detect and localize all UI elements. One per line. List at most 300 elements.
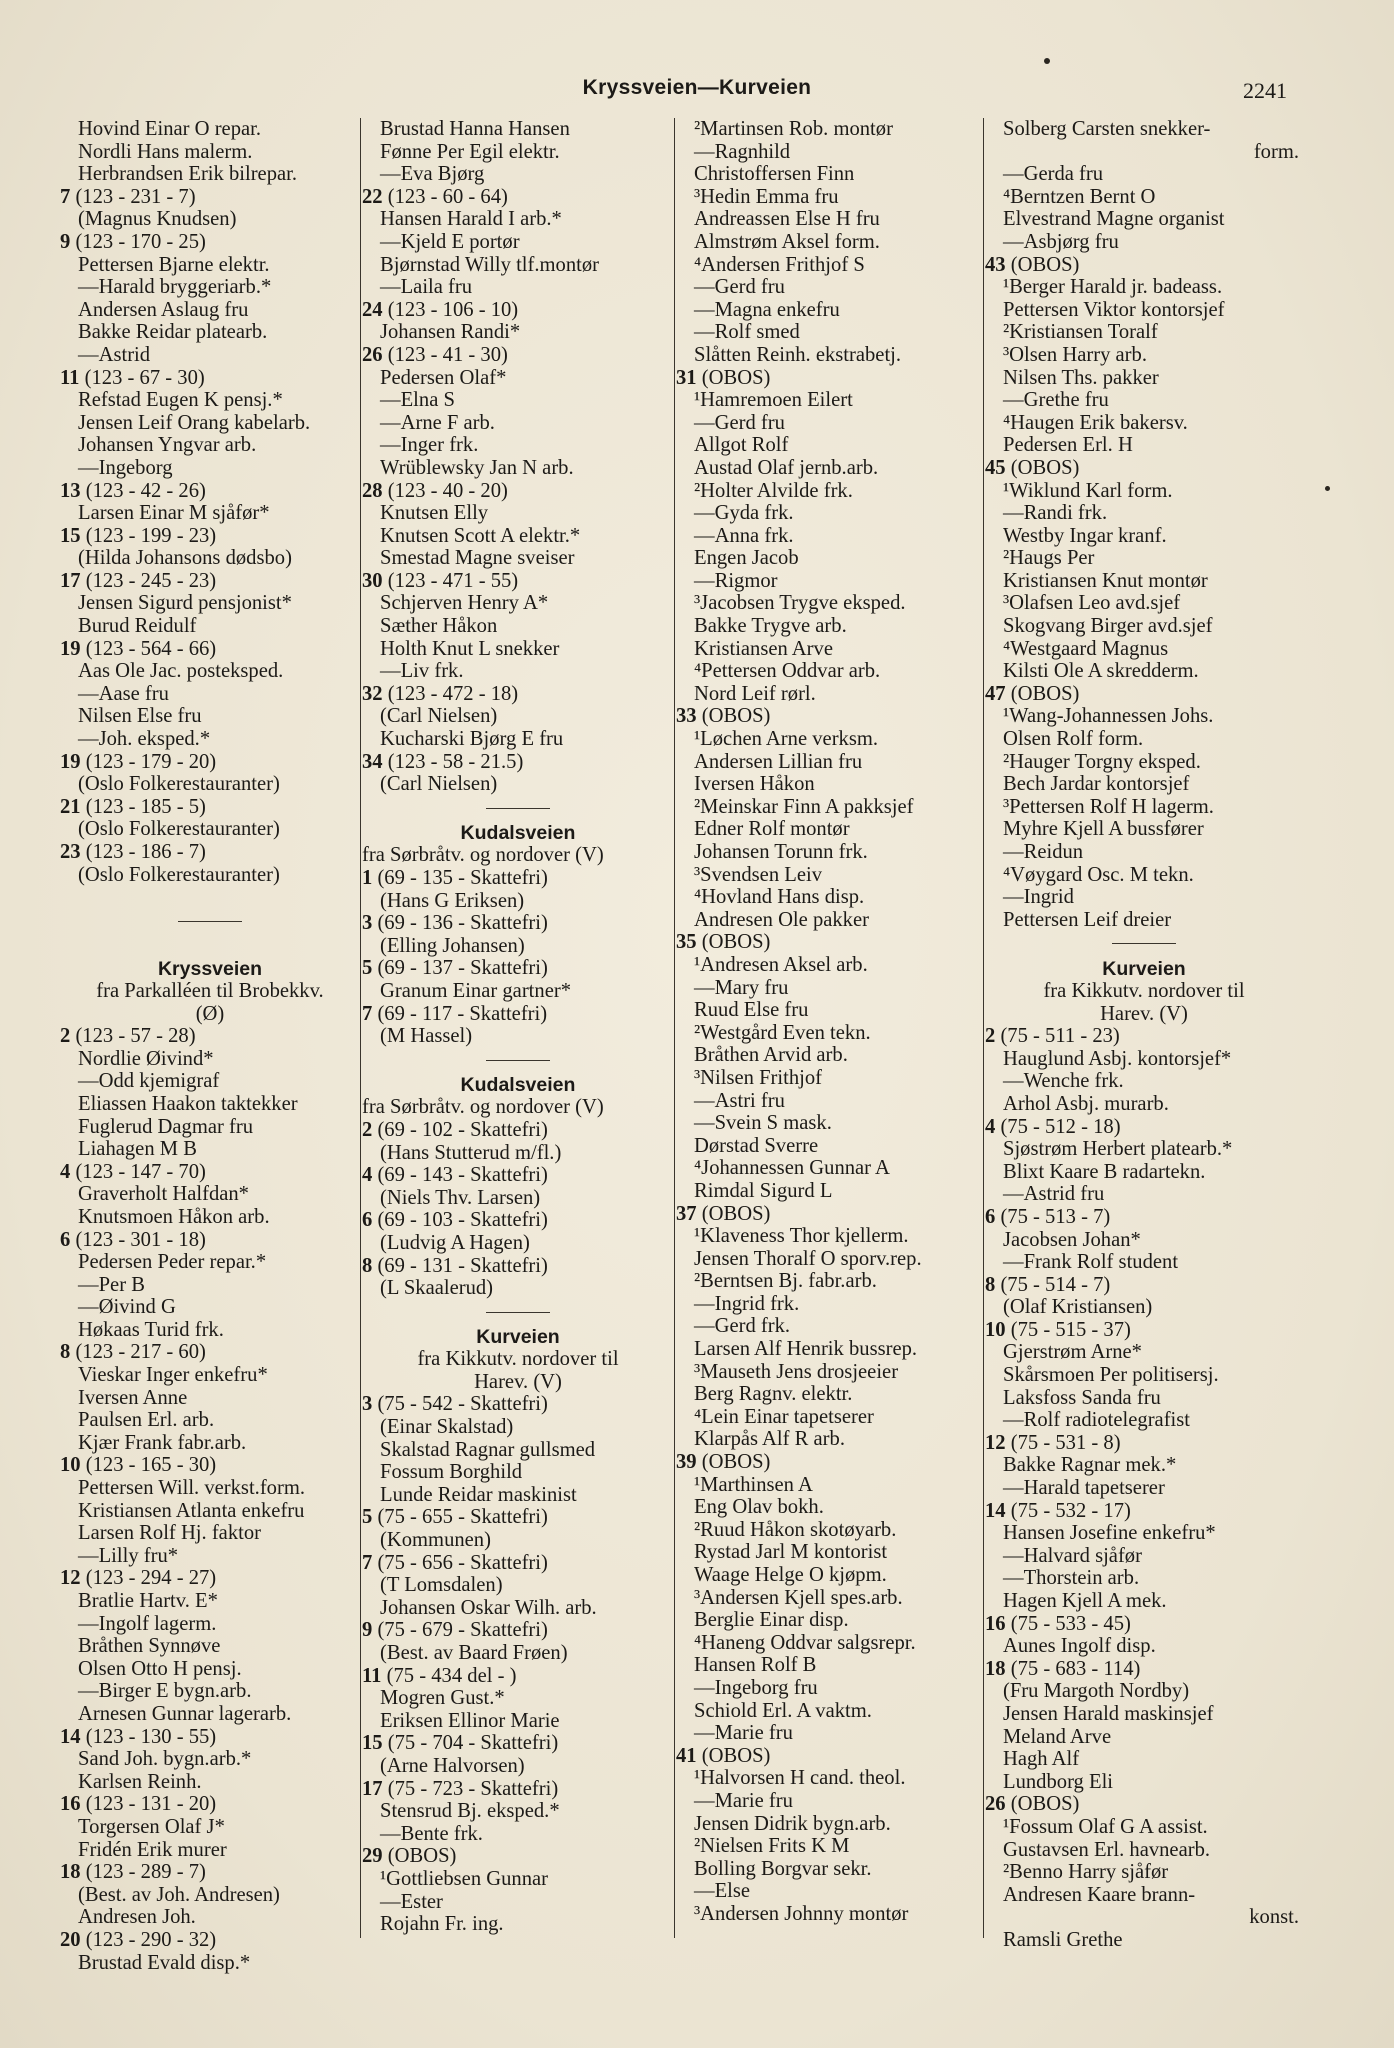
resident-entry: ³Nilsen Frithjof [694, 1066, 823, 1089]
property-ref: (123 - 471 - 55) [387, 569, 519, 592]
resident-entry: Larsen Rolf Hj. faktor [78, 1522, 262, 1545]
resident-entry: —Odd kjemigraf [78, 1070, 220, 1093]
spacer [60, 931, 360, 954]
resident-entry: Skogvang Birger avd.sjef [1003, 615, 1213, 638]
property-ref: (OBOS) [1010, 456, 1080, 479]
resident-entry: Rojahn Fr. ing. [380, 1913, 504, 1936]
house-entry [362, 344, 674, 367]
resident-entry: (Kommunen) [380, 1529, 491, 1552]
resident-entry: ⁴Lein Einar tapetserer [694, 1405, 874, 1428]
house-number: 47 [985, 682, 1006, 705]
resident-entry: Kristiansen Knut montør [1003, 569, 1208, 592]
property-ref: (OBOS) [701, 931, 771, 954]
resident-entry: Hagen Kjell A mek. [1003, 1590, 1167, 1612]
resident-entry: Pedersen Erl. H [1003, 434, 1133, 457]
house-number: 19 [60, 750, 81, 773]
resident-entry: Nordli Hans malerm. [78, 140, 253, 163]
property-ref: (75 - 512 - 18) [1000, 1115, 1121, 1138]
resident-entry: Hansen Josefine enkefru* [1003, 1522, 1216, 1545]
house-number: 29 [362, 1845, 383, 1868]
resident-entry: Klarpås Alf R arb. [694, 1428, 845, 1451]
resident-entry: —Asbjørg fru [1003, 230, 1119, 253]
house-number: 21 [60, 795, 81, 818]
resident-entry: ³Svendsen Leiv [694, 863, 822, 886]
resident-entry: (Best. av Joh. Andresen) [78, 1883, 280, 1906]
resident-entry: Andresen Joh. [78, 1906, 196, 1929]
street-heading: Kurveien [476, 1326, 560, 1349]
resident-entry: Johansen Yngvar arb. [78, 434, 257, 457]
section-divider [362, 796, 674, 819]
column-divider [674, 118, 675, 1938]
resident-entry: ¹Wiklund Karl form. [1003, 479, 1173, 502]
resident-entry: Skårsmoen Per politisersj. [1003, 1364, 1219, 1387]
property-ref: (69 - 135 - Skattefri) [377, 867, 548, 889]
property-ref: (123 - 290 - 32) [85, 1928, 217, 1951]
resident-entry: Gjerstrøm Arne* [1003, 1341, 1142, 1364]
resident-entry: Nord Leif rørl. [694, 682, 816, 705]
house-entry [985, 1319, 1303, 1342]
house-entry [362, 186, 674, 209]
house-number: 8 [60, 1341, 71, 1364]
resident-entry: Jensen Didrik bygn.arb. [694, 1812, 891, 1835]
property-ref: (69 - 136 - Skattefri) [377, 912, 548, 935]
resident-entry: —Gyda frk. [694, 502, 794, 525]
resident-entry: Pettersen Will. verkst.form. [78, 1477, 305, 1500]
resident-entry: Bakke Reidar platearb. [78, 321, 268, 344]
house-entry [362, 1778, 674, 1801]
house-entry [60, 1929, 360, 1952]
house-entry [676, 367, 984, 390]
house-entry [362, 1255, 674, 1278]
resident-entry: —Birger E bygn.arb. [78, 1680, 252, 1703]
property-ref: (75 - 679 - Skattefri) [377, 1619, 548, 1642]
section-divider [985, 931, 1303, 954]
property-ref: (69 - 131 - Skattefri) [377, 1254, 548, 1277]
resident-entry: —Elna S [380, 389, 455, 412]
house-number: 6 [985, 1205, 996, 1228]
house-number: 1 [362, 867, 373, 889]
resident-entry: —Rigmor [694, 569, 778, 592]
house-number: 4 [985, 1115, 996, 1138]
house-number: 37 [676, 1202, 697, 1225]
house-number: 4 [60, 1160, 71, 1183]
section-divider [60, 909, 360, 932]
resident-entry: (Arne Halvorsen) [380, 1754, 525, 1777]
resident-entry: —Eva Bjørg [380, 163, 485, 186]
house-entry [985, 1274, 1303, 1297]
resident-entry: ⁴Haugen Erik bakersv. [1003, 411, 1188, 434]
resident-entry: ¹Andresen Aksel arb. [694, 953, 868, 976]
resident-entry: ²Haugs Per [1003, 547, 1095, 570]
property-ref: (123 - 106 - 10) [387, 298, 519, 321]
house-number: 10 [985, 1318, 1006, 1341]
resident-entry: Kjær Frank fabr.arb. [78, 1431, 247, 1454]
house-entry [60, 796, 360, 819]
resident-entry: Knutsmoen Håkon arb. [78, 1205, 270, 1228]
resident-entry: Hagh Alf [1003, 1748, 1080, 1771]
street-heading: Kryssveien [157, 957, 263, 980]
resident-entry: —Harald tapetserer [1003, 1477, 1165, 1500]
resident-entry: —Laila fru [380, 276, 473, 299]
resident-entry: Andersen Lillian fru [694, 750, 863, 773]
street-heading: Kudalsveien [460, 1074, 576, 1097]
resident-entry: Smestad Magne sveiser [380, 547, 575, 570]
resident-entry: Hansen Rolf B [694, 1654, 817, 1677]
house-number: 45 [985, 456, 1006, 479]
resident-entry: —Mary fru [694, 976, 789, 999]
resident-entry: konst. [1249, 1906, 1299, 1929]
resident-entry: ⁴Haneng Oddvar salgsrepr. [694, 1631, 916, 1654]
resident-entry: (M Hassel) [380, 1025, 473, 1048]
property-ref: (123 - 147 - 70) [75, 1160, 206, 1183]
house-number: 39 [676, 1451, 697, 1474]
house-entry [60, 1025, 360, 1048]
house-entry [985, 1206, 1303, 1229]
resident-entry: (Magnus Knudsen) [78, 208, 237, 231]
property-ref: (75 - 515 - 37) [1010, 1318, 1131, 1341]
property-ref: (OBOS) [1010, 682, 1080, 705]
resident-entry: ³Mauseth Jens drosjeeier [694, 1360, 899, 1383]
resident-entry: Bech Jardar kontorsjef [1003, 773, 1190, 796]
house-entry [60, 1161, 360, 1184]
resident-entry: ¹Berger Harald jr. badeass. [1003, 276, 1223, 299]
property-ref: (75 - 655 - Skattefri) [377, 1506, 548, 1529]
resident-entry: Pettersen Leif dreier [1003, 908, 1172, 931]
house-entry [362, 867, 674, 890]
resident-entry: Bolling Borgvar sekr. [694, 1857, 872, 1880]
street-route: fra Parkalléen til Brobekkv. [96, 979, 324, 1002]
house-entry [60, 638, 360, 661]
page-number: 2241 [1243, 78, 1287, 103]
house-entry [362, 912, 674, 935]
resident-entry: Nordlie Øivind* [78, 1047, 214, 1070]
property-ref: (123 - 42 - 26) [85, 479, 206, 502]
property-ref: (OBOS) [701, 366, 771, 389]
resident-entry: ⁴Pettersen Oddvar arb. [694, 660, 881, 683]
resident-entry: ²Meinskar Finn A pakksjef [694, 795, 914, 818]
house-number: 26 [985, 1793, 1006, 1816]
resident-entry: Myhre Kjell A bussfører [1003, 818, 1204, 841]
resident-entry: Nilsen Else fru [78, 705, 202, 728]
property-ref: (123 - 186 - 7) [85, 841, 206, 863]
resident-entry: Almstrøm Aksel form. [694, 230, 880, 253]
house-number: 14 [60, 1725, 81, 1748]
property-ref: (75 - 532 - 17) [1010, 1499, 1131, 1522]
resident-entry: ¹Hamremoen Eilert [694, 389, 853, 412]
resident-entry: Herbrandsen Erik bilrepar. [78, 163, 298, 186]
resident-entry: Pedersen Olaf* [380, 366, 507, 389]
resident-entry: (Carl Nielsen) [380, 705, 498, 728]
resident-entry: Berglie Einar disp. [694, 1609, 849, 1632]
resident-entry: Bråthen Arvid arb. [694, 1044, 848, 1067]
house-number: 7 [362, 1002, 373, 1025]
house-number: 43 [985, 253, 1006, 276]
resident-entry: ¹Wang-Johannessen Johs. [1003, 705, 1214, 728]
house-number: 18 [985, 1657, 1006, 1680]
resident-entry: —Rolf radiotelegrafist [1003, 1409, 1191, 1432]
resident-entry: ¹Løchen Arne verksm. [694, 728, 879, 751]
resident-entry: Dørstad Sverre [694, 1134, 819, 1157]
resident-entry: Slåtten Reinh. ekstrabetj. [694, 343, 902, 366]
resident-entry: Rystad Jarl M kontorist [694, 1541, 888, 1564]
house-number: 9 [60, 230, 71, 253]
resident-entry: (Fru Margoth Nordby) [1003, 1680, 1190, 1703]
resident-entry: Austad Olaf jernb.arb. [694, 456, 879, 479]
resident-entry: Kristiansen Atlanta enkefru [78, 1499, 305, 1522]
property-ref: (75 - 683 - 114) [1010, 1657, 1141, 1680]
resident-entry: (Hilda Johansons dødsbo) [78, 547, 292, 570]
resident-entry: ²Holter Alvilde frk. [694, 479, 853, 502]
house-number: 12 [985, 1431, 1006, 1454]
resident-entry: ³Olsen Harry arb. [1003, 343, 1147, 366]
resident-entry: (Oslo Folkerestauranter) [78, 863, 280, 886]
resident-entry: ³Andersen Johnny montør [694, 1902, 909, 1925]
resident-entry: —Wenche frk. [1003, 1070, 1124, 1093]
resident-entry: Arnesen Gunnar lagerarb. [78, 1702, 292, 1725]
property-ref: (OBOS) [1010, 1793, 1080, 1816]
house-entry [60, 751, 360, 774]
house-entry [362, 751, 674, 774]
property-ref: (123 - 199 - 23) [85, 524, 217, 547]
house-entry [985, 254, 1303, 277]
house-entry [362, 1164, 674, 1187]
property-ref: (123 - 58 - 21.5) [387, 750, 524, 773]
resident-entry: ⁴Westgaard Magnus [1003, 637, 1169, 660]
street-route: Harev. (V) [1100, 1002, 1188, 1025]
house-entry [362, 1393, 674, 1416]
resident-entry: ⁴Johannessen Gunnar A [694, 1157, 890, 1180]
resident-entry: —Astrid [78, 343, 151, 366]
resident-entry: Lunde Reidar maskinist [380, 1483, 577, 1506]
resident-entry: ⁴Berntzen Bernt O [1003, 185, 1156, 208]
resident-entry: Vieskar Inger enkefru* [78, 1364, 268, 1387]
house-entry [60, 1567, 360, 1590]
house-entry [362, 570, 674, 593]
resident-entry: Sæther Håkon [380, 615, 498, 638]
resident-entry: ³Andersen Kjell spes.arb. [694, 1586, 903, 1609]
resident-entry: (L Skaalerud) [380, 1277, 494, 1300]
property-ref: (69 - 102 - Skattefri) [377, 1118, 548, 1141]
house-entry [60, 1454, 360, 1477]
house-number: 7 [60, 185, 71, 208]
resident-entry: Kilsti Ole A skredderm. [1003, 660, 1199, 683]
house-entry [362, 1845, 674, 1868]
resident-entry: Bakke Ragnar mek.* [1003, 1454, 1177, 1477]
resident-entry: Olsen Rolf form. [1003, 728, 1144, 751]
resident-entry: form. [1253, 140, 1299, 163]
resident-entry: Pedersen Peder repar.* [78, 1251, 267, 1274]
section-divider [362, 1048, 674, 1071]
resident-entry: Andresen Ole pakker [694, 908, 869, 931]
directory-column [985, 118, 1303, 1952]
house-entry [985, 1613, 1303, 1636]
resident-entry: Bråthen Synnøve [78, 1635, 221, 1658]
resident-entry: Kristiansen Arve [694, 637, 833, 660]
print-speck [1325, 486, 1330, 491]
house-number: 9 [362, 1619, 373, 1642]
resident-entry: —Ingrid [1003, 886, 1074, 909]
house-number: 7 [362, 1551, 373, 1574]
house-entry [60, 1341, 360, 1364]
house-entry [985, 1500, 1303, 1523]
resident-entry: Mogren Gust.* [380, 1687, 505, 1710]
resident-entry: —Ester [380, 1890, 443, 1913]
resident-entry: —Randi frk. [1003, 502, 1108, 525]
house-number: 23 [60, 841, 81, 863]
resident-entry: —Halvard sjåfør [1003, 1544, 1142, 1567]
house-number: 16 [985, 1612, 1006, 1635]
resident-entry: —Harald bryggeriarb.* [78, 276, 272, 299]
resident-entry: Andersen Aslaug fru [78, 298, 249, 321]
house-entry [676, 1203, 984, 1226]
house-entry [985, 683, 1303, 706]
resident-entry: —Liv frk. [380, 660, 464, 683]
resident-entry: —Ragnhild [694, 140, 791, 163]
resident-entry: ¹Klaveness Thor kjellerm. [694, 1225, 909, 1248]
street-route: fra Kikkutv. nordover til [417, 1348, 619, 1371]
resident-entry: ⁴Hovland Hans disp. [694, 886, 865, 909]
resident-entry: —Ingrid frk. [694, 1292, 800, 1315]
house-number: 6 [60, 1228, 71, 1251]
property-ref: (123 - 57 - 28) [75, 1025, 196, 1048]
resident-entry: Fønne Per Egil elektr. [380, 140, 560, 163]
resident-entry: (Carl Nielsen) [380, 773, 498, 796]
street-route: (Ø) [195, 1002, 225, 1025]
property-ref: (69 - 117 - Skattefri) [377, 1002, 548, 1025]
property-ref: (OBOS) [1010, 253, 1080, 276]
house-entry [60, 841, 360, 864]
resident-entry: Rimdal Sigurd L [694, 1179, 833, 1202]
property-ref: (123 - 170 - 25) [75, 230, 206, 253]
house-number: 41 [676, 1744, 697, 1767]
resident-entry: (Ludvig A Hagen) [380, 1231, 530, 1254]
resident-entry: Eriksen Ellinor Marie [380, 1709, 560, 1732]
house-number: 2 [60, 1025, 71, 1048]
house-number: 20 [60, 1928, 81, 1951]
house-number: 28 [362, 479, 383, 502]
resident-entry: (Niels Thv. Larsen) [380, 1186, 541, 1209]
street-route: fra Kikkutv. nordover til [1043, 979, 1245, 1002]
resident-entry: Elvestrand Magne organist [1003, 208, 1225, 231]
resident-entry: (Elling Johansen) [380, 934, 525, 957]
resident-entry: —Thorstein arb. [1003, 1567, 1140, 1590]
resident-entry: ³Jacobsen Trygve eksped. [694, 592, 906, 615]
resident-entry: —Ingeborg fru [694, 1676, 818, 1699]
property-ref: (69 - 143 - Skattefri) [377, 1164, 548, 1187]
resident-entry: (Oslo Folkerestauranter) [78, 818, 280, 841]
resident-entry: Jacobsen Johan* [1003, 1228, 1141, 1251]
resident-entry: Fuglerud Dagmar fru [78, 1115, 253, 1138]
resident-entry: Solberg Carsten snekker- [1003, 118, 1211, 140]
resident-entry: Gustavsen Erl. havnearb. [1003, 1838, 1211, 1861]
resident-entry: —Aase fru [78, 682, 169, 705]
house-number: 11 [60, 366, 80, 389]
house-entry [362, 957, 674, 980]
house-number: 13 [60, 479, 81, 502]
property-ref: (75 - 656 - Skattefri) [377, 1551, 548, 1574]
resident-entry: Paulsen Erl. arb. [78, 1409, 215, 1432]
house-number: 3 [362, 912, 373, 935]
house-entry [60, 525, 360, 548]
street-route: fra Sørbråtv. og nordover (V) [362, 1096, 604, 1119]
resident-entry: —Arne F arb. [380, 411, 495, 434]
resident-entry: Pettersen Bjarne elektr. [78, 253, 270, 276]
house-entry [676, 1745, 984, 1768]
resident-entry: —Gerda fru [1003, 163, 1104, 186]
house-entry [60, 1793, 360, 1816]
property-ref: (75 - 704 - Skattefri) [387, 1732, 559, 1755]
print-speck [1044, 58, 1050, 64]
resident-entry: Nilsen Ths. pakker [1003, 366, 1159, 389]
resident-entry: Johansen Oskar Wilh. arb. [380, 1596, 597, 1619]
resident-entry: —Marie fru [694, 1789, 793, 1812]
resident-entry: ²Benno Harry sjåfør [1003, 1861, 1169, 1884]
house-entry [676, 705, 984, 728]
resident-entry: Sand Joh. bygn.arb.* [78, 1748, 252, 1771]
resident-entry: Schiold Erl. A vaktm. [694, 1699, 872, 1722]
resident-entry: —Bente frk. [380, 1822, 483, 1845]
resident-entry: —Gerd fru [694, 411, 785, 434]
property-ref: (OBOS) [387, 1845, 457, 1868]
directory-column [362, 118, 674, 1936]
resident-entry: Pettersen Viktor kontorsjef [1003, 298, 1225, 321]
resident-entry: ³Olafsen Leo avd.sjef [1003, 592, 1181, 615]
resident-entry: ²Martinsen Rob. montør [694, 118, 893, 140]
resident-entry: —Per B [78, 1273, 145, 1296]
house-number: 3 [362, 1393, 373, 1416]
resident-entry: ²Ruud Håkon skotøyarb. [694, 1518, 897, 1541]
property-ref: (123 - 245 - 23) [85, 569, 217, 592]
resident-entry: ³Pettersen Rolf H lagerm. [1003, 795, 1214, 818]
house-entry [676, 931, 984, 954]
resident-entry: —Ingolf lagerm. [78, 1612, 217, 1635]
resident-entry: Holth Knut L snekker [380, 637, 560, 660]
house-number: 24 [362, 298, 383, 321]
resident-entry: Berg Ragnv. elektr. [694, 1383, 853, 1406]
resident-entry: Engen Jacob [694, 547, 799, 570]
street-heading: Kurveien [1102, 957, 1186, 980]
property-ref: (123 - 40 - 20) [387, 479, 508, 502]
resident-entry: ⁴Andersen Frithjof S [694, 253, 865, 276]
resident-entry: Bjørnstad Willy tlf.montør [380, 253, 600, 276]
house-entry [60, 186, 360, 209]
house-number: 22 [362, 185, 383, 208]
resident-entry: (Olaf Kristiansen) [1003, 1296, 1153, 1319]
resident-entry: Andresen Kaare brann- [1003, 1883, 1196, 1906]
house-entry [362, 480, 674, 503]
house-entry [60, 570, 360, 593]
property-ref: (75 - 511 - 23) [1000, 1025, 1120, 1048]
resident-entry: Knutsen Elly [380, 502, 489, 525]
property-ref: (75 - 513 - 7) [1000, 1205, 1111, 1228]
property-ref: (123 - 231 - 7) [75, 185, 196, 208]
house-number: 32 [362, 682, 383, 705]
house-number: 31 [676, 366, 697, 389]
resident-entry: Iversen Håkon [694, 773, 815, 796]
resident-entry: Ruud Else fru [694, 999, 809, 1022]
resident-entry: Laksfoss Sanda fru [1003, 1386, 1161, 1409]
house-entry [676, 1451, 984, 1474]
resident-entry: ²Kristiansen Toralf [1003, 321, 1158, 344]
house-number: 26 [362, 343, 383, 366]
street-route: fra Sørbråtv. og nordover (V) [362, 844, 604, 867]
resident-entry: ⁴Vøygard Osc. M tekn. [1003, 863, 1194, 886]
resident-entry: —Lilly fru* [78, 1544, 179, 1567]
resident-entry: Wrüblewsky Jan N arb. [380, 456, 574, 479]
directory-column [676, 118, 984, 1926]
resident-entry: ¹Halvorsen H cand. theol. [694, 1767, 906, 1790]
house-number: 19 [60, 637, 81, 660]
